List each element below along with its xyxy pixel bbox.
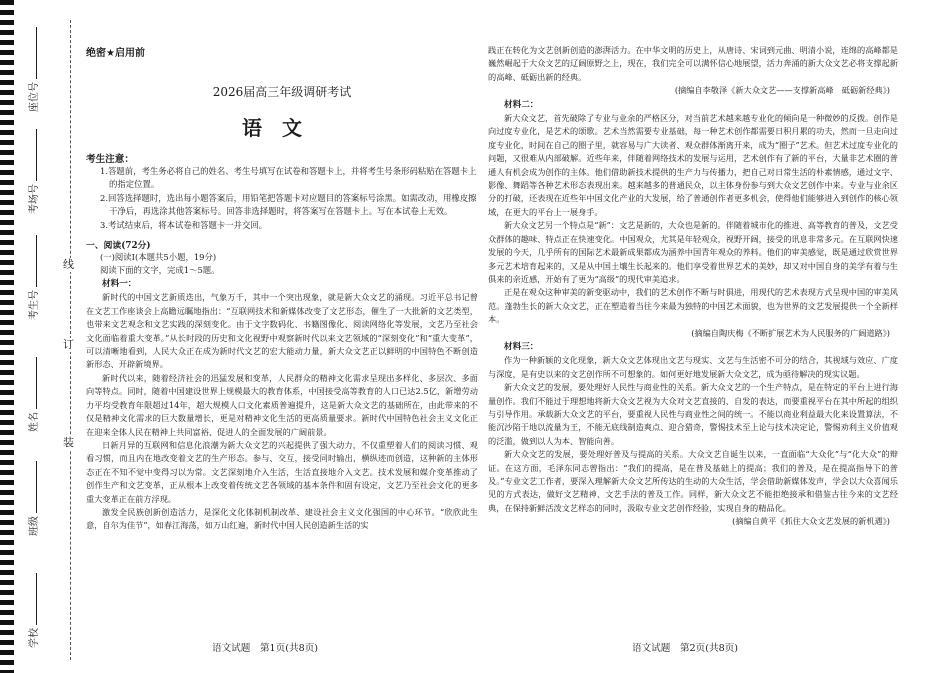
notice-list [86, 165, 478, 232]
school-line [26, 573, 37, 625]
exam-room-field[interactable] [26, 124, 40, 214]
name-field[interactable] [26, 342, 40, 432]
paragraph: 新大众文艺，首先破除了专业与业余的严格区分，对当前艺术越来越专业化的倾向是一种微妙的反拨。创作是向过度专业化，是艺术的颂歌。艺术当然需要专业基础，每一种艺术创作都需要日积月累的功夫，然而一旦走向过度专业化，时间在自己的圈子里，就容易与广大读者、观众群体渐离开来，成为“圈子”艺术。但艺术过度专业化的问题，又很难从内部破解。近些年来，伴随着网络技术的发展与运用，艺术创作有了新的平台，大量非艺术圈的普通人有机会成为创作的主体。他们借助新技术提供的生产力与传播力，把自己对日常生活的朴素情感，通过文字、影像、舞蹈等各种艺术形态表现出来。越来越多的普通民众，以主体身份参与到大众文艺创作中来。专业与业余区分的打破，还表现在近些年中国文化产业的大发展，给了普通创作者更多机会，使得他们能够进入到创作的核心领域，在更大的平台上一展身手。 [488, 113, 898, 217]
name-line [26, 357, 37, 409]
source-citation: (摘编自陶庆梅《不断扩展艺术为人民服务的广阔道路》) [691, 327, 890, 338]
exam-room-label: 考场号 [29, 184, 40, 214]
notice-item: 1.答题前，考生务必将自己的姓名、考生号填写在试卷和答题卡上，并将考生号条形码粘贴在答题卡上的指定位置。 [100, 166, 477, 190]
binding-stripe [0, 0, 14, 673]
paragraph: 新时代以来，随着经济社会的迅猛发展和变革，人民群众的精神文化需求呈现出多样化、多层次、多面向等特点。同时，随着中国建设世界上规模最大的教育体系，中国接受高等教育的人口已达2.5亿，新增劳动力平均受教育年限超过14年，超大规模人口文化素质普遍提升，这是新大众文艺的基础所在，由此带来的不仅是精神文化需求的巨大数量增长，更是对精神文化生活的更高质量要求。新时代中国特色社会主义文化正在迎来全体人民在精神上共同富裕、促进人的全面发展的广阔前景。 [86, 372, 478, 437]
name-label: 姓名 [29, 412, 40, 432]
left-column [86, 44, 478, 533]
section-heading: 一、阅读(72分) [86, 241, 151, 252]
page-footer-2: 语文试题 第2页(共8页) [632, 643, 739, 654]
school-field[interactable] [26, 558, 40, 648]
seal-char-ding: 订 [63, 338, 74, 351]
school-label: 学校 [29, 628, 40, 648]
exam-number-label: 考生号 [29, 290, 40, 320]
source-citation: (摘编自黄平《抓住大众文艺发展的新机遇》) [732, 516, 890, 527]
notice-item: 3.考试结束后，将本试卷和答题卡一并交回。 [100, 219, 268, 230]
secret-mark: 绝密★启用前 [86, 48, 145, 59]
class-label: 班级 [29, 516, 40, 536]
seal-char-xian: 线 [63, 258, 74, 271]
notice-item: 2.回答选择题时，选出每小题答案后，用铅笔把答题卡对应题目的答案标号涂黑。如需改动，用橡皮擦干净后，再选涂其他答案标号。回答非选择题时，将答案写在答题卡上。写在本试卷上无效。 [100, 192, 477, 217]
class-line [26, 461, 37, 513]
paragraph: 新大众文艺的发展，要处理好普及与提高的关系。大众文艺自诞生以来，一直面临“大众化”与“化大众”的辩证。在这方面，毛泽东同志曾指出：“我们的提高，是在普及基础上的提高；我们的普及，是在提高指导下的普及。”专业文艺工作者，要深入理解新大众文艺所传达的生动的大众生活，学会借助新媒体发声，学会以大众喜闻乐见的方式表达，做好文艺精神、文艺手法的普及工作。同样，新大众文艺不能拒绝接承和借鉴古往今来的文艺经典，在保持新鲜活泼文艺样态的同时，汲取专业文艺创作经验，实现自身的精品化。 [488, 449, 898, 513]
seal-char-zhuang: 装 [63, 436, 74, 449]
paragraph: 新大众文艺另一个特点是“新”：文艺是新的，大众也是新的。伴随着城市化的推进、高等教育的普及，文艺受众群体的趣味、特点正在快速变化。中国观众，尤其是年轻观众，视野开阔，接受的讯息非常多元。在互联网快速发展的今天，几乎所有的国际艺术最新成果都成为涵养中国青年观众的养料。他们的审美感觉，既是通过欣赏世界多元艺术培育起来的，又是从中国土壤生长起来的。他们享受着世界艺术的美妙，却又对中国自身的美学有着与生俱来的亲近感，开始有了更为“高级”的现代审美追求。 [488, 220, 898, 284]
exam-title: 2026届高三年级调研考试 [212, 85, 352, 99]
material-2-label: 材料二： [504, 99, 539, 110]
material-1-label: 材料一： [102, 279, 137, 290]
paragraph: 践正在转化为文艺创新创造的澎湃活力。在中华文明的历史上，从唐诗、宋词到元曲、明清小说，连绵的高峰都是巍然崛起于大众文艺的辽阔原野之上，现在，我们完全可以满怀信心地展望，活力奔涌的新大众文艺必将支撑起新的高峰、砥砺出新的经典。 [488, 45, 898, 82]
right-column [488, 44, 898, 529]
paragraph: 激发全民族创新创造活力，是深化文化体制机制改革、建设社会主义文化强国的中心环节。“欣欣此生意，自尔为佳节”，如春江海荡，如万山红遍，新时代中国人民创造新生活的实 [86, 506, 478, 531]
paragraph: 作为一种新颖的文化现象，新大众文艺体现出文艺与现实、文艺与生活密不可分的结合，其视域与效应、广度与深度，是有史以来的文艺创作所不可想象的。如何更好地发展新大众文艺，成为亟待解决的现实议题。 [488, 355, 898, 379]
notice-heading: 考生注意： [86, 154, 134, 165]
paragraph: 正是在观众这种审美的新变驱动中，我们的艺术创作不断与时俱进，用现代的艺术表现方式呈现中国的审美风范。蓬勃生长的新大众文艺，正在塑造着当往今来最为独特的中国艺术面貌，也为世界的文艺发展提供一个全新样本。 [488, 287, 898, 325]
paragraph: 新时代的中国文艺新质迭出，气象万千，其中一个突出现象，就是新大众文艺的涌现。习近平总书记曾在文艺工作座谈会上高瞻远瞩地指出：“互联网技术和新媒体改变了文艺形态，催生了一大批新的文艺类型，也带来文艺观念和文艺实践的深刻变化。由于文字数码化、书籍图像化、阅读网络化等发展，文艺乃至社会文化面临着重大变革。”从长时段的历史和文化视野中观察新时代以来文艺领域的“深刻变化”和“重大变革”，可以清晰地看到，人民大众正在成为新时代文艺的宏大能动力量，新大众文艺正以鲜明的中国特色不断创造新形态、开辟新境界。 [86, 292, 478, 370]
subsection-heading: (一)阅读Ⅰ(本题共5小题，19分) [100, 252, 217, 263]
paragraph: 日新月异的互联网和信息化浪潮为新大众文艺的兴起提供了强大动力，不仅重塑着人们的阅读习惯、观看习惯，而且内在地改变着文艺的生产形态。参与、交互，接受同时输出，横纵迹而创造，这种新的主体形态正在不知不觉中变得习以为常。文艺深刻地介入生活，生活直接地介入文艺。技术发展和媒介变革推动了创作生产和文艺变革，正从根本上改变着传统文艺各领域的基本条件和固有设定，文艺乃至社会文化的更多重大变革正在前方浮现。 [86, 439, 478, 504]
exam-room-line [26, 129, 37, 181]
instruction: 阅读下面的文字，完成1～5题。 [100, 265, 220, 276]
exam-number-line [26, 235, 37, 287]
class-field[interactable] [26, 446, 40, 536]
paragraph: 新大众文艺的发展，要处理好人民性与商业性的关系。新大众文艺的一个生产特点，是在特定的平台上进行海量创作。我们不能过于理想地将新大众文艺视为大众对文艺直接的、自发的表达，而要重视平台在其中所起的组织与引导作用。承载新大众文艺的平台，要重视人民性与商业性之间的统一。不能以商业利益最大化来设置算法，不能沉沙陷于地以流量为王，不能无底线制造爽点、迎合猎奇，警惕技术至上论与技术决定论，警惕劝利主义价值观的泛滥，做到以人为本、智能向善。 [488, 382, 898, 446]
seat-line [26, 27, 37, 79]
seat-field[interactable] [26, 22, 40, 112]
page-footer-1: 语文试题 第1页(共8页) [212, 643, 319, 654]
exam-number-field[interactable] [26, 230, 40, 320]
material-3-label: 材料三： [504, 341, 539, 352]
subject-title: 语文 [242, 116, 322, 140]
source-citation: (摘编自李敬泽《新大众文艺——支撑新高峰 砥砺新经典》) [674, 85, 890, 96]
seat-label: 座位号 [29, 82, 40, 112]
